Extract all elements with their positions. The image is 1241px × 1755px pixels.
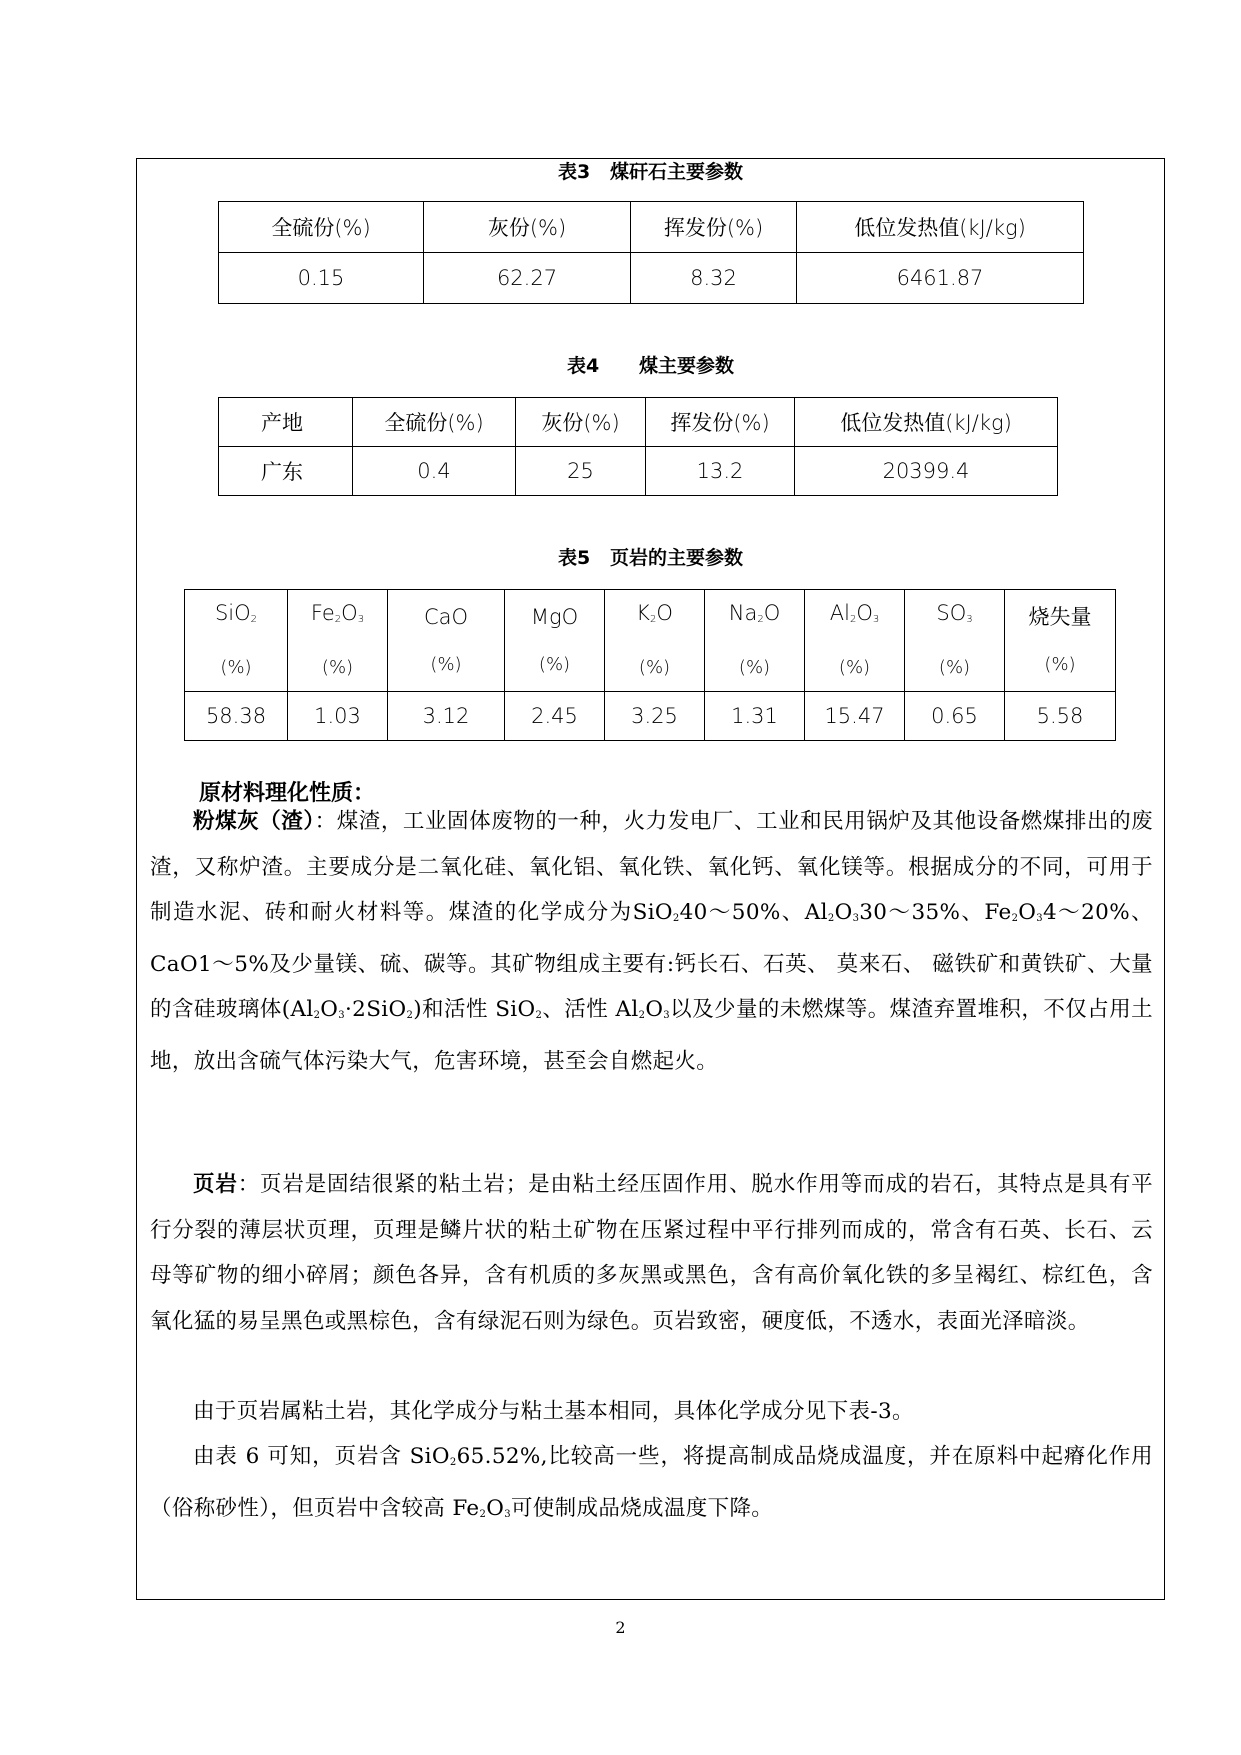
table-cell: 0.15: [219, 253, 424, 304]
table-cell: 0.65: [905, 692, 1005, 741]
table-cell: 3.25: [605, 692, 705, 741]
table-cell: 6461.87: [797, 253, 1084, 304]
table-cell: 1.03: [288, 692, 388, 741]
table-cell: CaO (%): [388, 590, 505, 692]
paragraph-table6-note: 由表 6 可知，页岩含 SiO$_2$65.52%,比较高一些，将提高制成品烧成温度，并在原料中起瘠化作用（俗称砂性），但页岩中含较高 $Fe_2O_3$可使制成品烧成温度下降。: [150, 1444, 1153, 1521]
table-row: [185, 692, 1116, 741]
table-row: [185, 590, 1116, 692]
table-cell: 20399.4: [795, 447, 1058, 496]
table-cell: 15.47: [805, 692, 905, 741]
table-cell: $SO_3$ (%): [905, 590, 1005, 692]
table-cell: 58.38: [185, 692, 288, 741]
table-cell: 1.31: [705, 692, 805, 741]
paragraph-shale: 页岩：页岩是固结很紧的粘土岩；是由粘土经压固作用、脱水作用等而成的岩石，其特点是具有平行分裂的薄层状页理，页理是鳞片状的粘土矿物在压紧过程中平行排列而成的，常含有石英、长石、云母等矿物的细小碎屑；颜色各异，含有机质的多灰黑或黑色，含有高价氧化铁的多呈褐红、棕红色，含氧化猛的易呈黑色或黑棕色，含有绿泥石则为绿色。页岩致密，硬度低，不透水，表面光泽暗淡。: [150, 1172, 1154, 1334]
table-cell: $Al_2O_3$ (%): [805, 590, 905, 692]
table-cell: 挥发份(%): [631, 202, 797, 253]
table-cell: 产地: [219, 398, 353, 447]
table3: [218, 201, 1084, 304]
content-frame: [136, 158, 1165, 1600]
table-cell: 低位发热值(kJ/kg): [795, 398, 1058, 447]
table-cell: $Na_2O$ (%): [705, 590, 805, 692]
table3-caption: 表3 煤矸石主要参数: [557, 161, 744, 183]
table-cell: MgO (%): [505, 590, 605, 692]
table-cell: 13.2: [646, 447, 795, 496]
table4: [218, 397, 1058, 496]
table5: [184, 589, 1116, 741]
table-row: [219, 202, 1084, 253]
table-cell: $K_2O$ (%): [605, 590, 705, 692]
table-row: [219, 253, 1084, 304]
table-cell: $Fe_2O_3$ (%): [288, 590, 388, 692]
table-cell: 全硫份(%): [219, 202, 424, 253]
table-cell: 5.58: [1005, 692, 1116, 741]
table-cell: 2.45: [505, 692, 605, 741]
table-cell: 烧失量 (%): [1005, 590, 1116, 692]
paragraph-lead: 页岩: [193, 1172, 238, 1197]
table-cell: 0.4: [353, 447, 516, 496]
table-cell: 灰份(%): [516, 398, 646, 447]
paragraph-shale-composition: 由于页岩属粘土岩，其化学成分与粘土基本相同，具体化学成分见下表-3。: [193, 1399, 914, 1424]
table-cell: 8.32: [631, 253, 797, 304]
table-cell: 广东: [219, 447, 353, 496]
table-cell: 挥发份(%): [646, 398, 795, 447]
table-cell: 全硫份(%): [353, 398, 516, 447]
paragraph-fly-ash: 粉煤灰（渣）：煤渣，工业固体废物的一种，火力发电厂、工业和民用锅炉及其他设备燃煤排出的废渣，又称炉渣。主要成分是二氧化硅、氧化铝、氧化铁、氧化钙、氧化镁等。根据成分的不同，可用于制造水泥、砖和耐火材料等。煤渣的化学成分为SiO$_2$40～50%、$Al_2O_330\sim 35\%$、$Fe_2O_34\sim 20\%$、CaO1～5%及少量镁、硫、碳等。其矿物组成主要有:钙长石、石英、 莫来石、 磁铁矿和黄铁矿、大量的含硅玻璃体$(Al_2O_3\cdot 2SiO_2)$和活性 SiO$_2$、活性 $Al_2O_3$以及少量的未燃煤等。煤渣弃置堆积，不仅占用土地，放出含硫气体污染大气，危害环境，甚至会自燃起火。: [150, 809, 1153, 1074]
paragraph-lead: 粉煤灰（渣）: [193, 809, 315, 834]
page-number: 2: [615, 1618, 626, 1637]
table-row: [219, 398, 1058, 447]
table-cell: 25: [516, 447, 646, 496]
table-cell: 低位发热值(kJ/kg): [797, 202, 1084, 253]
table-cell: SiO$_2$ (%): [185, 590, 288, 692]
table5-caption: 表5 页岩的主要参数: [557, 547, 744, 569]
table-cell: 3.12: [388, 692, 505, 741]
table-row: [219, 447, 1058, 496]
table-cell: 62.27: [424, 253, 631, 304]
table4-caption: 表4 煤主要参数: [567, 355, 734, 377]
table-cell: 灰份(%): [424, 202, 631, 253]
section-heading: 原材料理化性质：: [199, 781, 376, 806]
